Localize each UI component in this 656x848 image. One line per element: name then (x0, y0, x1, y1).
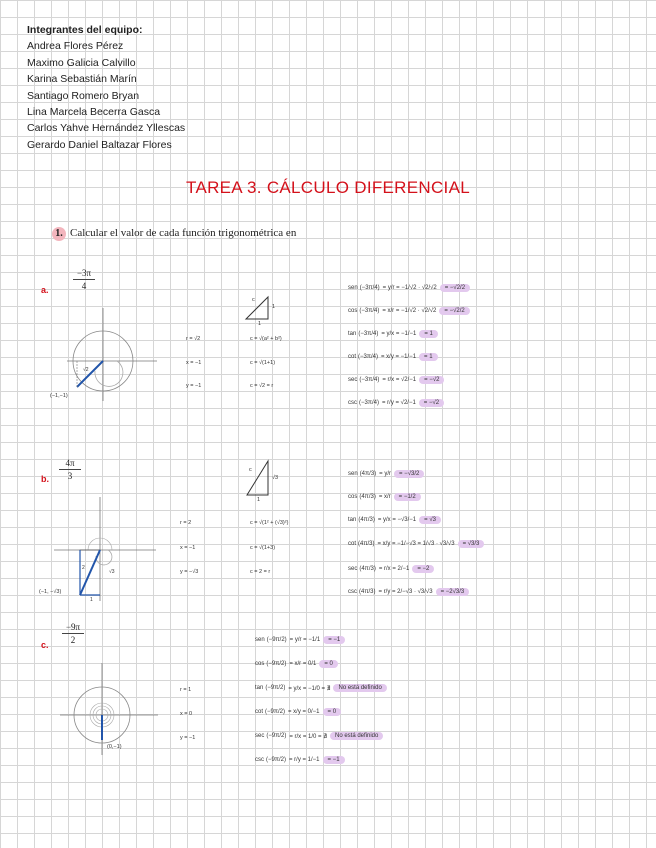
part-a-row: sec (−3π/4) = r/x = √2/−1 = −√2 (348, 373, 444, 387)
part-a-hyp: c (252, 297, 255, 303)
result-badge: = −1 (323, 636, 345, 644)
part-c-row: cot (−9π/2) = x/y = 0/−1 = 0 (255, 705, 341, 719)
result-badge: = 0 (319, 660, 338, 668)
result-badge: = 1 (419, 353, 438, 361)
part-b-label: b. (41, 474, 49, 484)
result-badge: = √3/3 (458, 540, 485, 548)
part-a-row: cos (−3π/4) = x/r = −1/√2 · √2/√2 = −√2/2 (348, 304, 470, 318)
part-c-row: csc (−9π/2) = r/y = 1/−1 = −1 (255, 753, 345, 767)
part-b-row: cot (4π/3) = x/y = −1/−√3 = 1/√3 · √3/√3 = √3/3 (348, 537, 484, 551)
part-b-unit-circle (52, 493, 162, 603)
part-b-relation: c = √(1² + (√3)²) (250, 520, 289, 526)
result-badge: = −√3/2 (394, 470, 424, 478)
part-a-relation: c = √(a² + b²) (250, 336, 282, 342)
team-member: Lina Marcela Becerra Gasca (27, 106, 161, 119)
part-c-angle: −9π 2 (62, 622, 84, 645)
part-a-label: a. (41, 285, 49, 295)
team-member: Andrea Flores Pérez (27, 40, 124, 53)
result-badge: = −√2/2 (439, 307, 469, 315)
part-b-row: cos (4π/3) = x/r = −1/2 (348, 490, 421, 504)
part-a-leg2: 1 (258, 321, 262, 327)
part-a-leg1: 1 (272, 304, 276, 310)
part-b-value: y = −√3 (180, 569, 199, 575)
part-a-row: csc (−3π/4) = r/y = √2/−1 = −√2 (348, 396, 444, 410)
part-a-value: x = −1 (186, 360, 202, 366)
team-title: Integrantes del equipo: (27, 24, 143, 36)
part-c-point: (0,−1) (107, 744, 122, 750)
team-member: Maximo Galicia Calvillo (27, 56, 136, 69)
result-badge: No está definido (330, 732, 383, 740)
result-badge: = −1 (323, 756, 345, 764)
part-a-row: tan (−3π/4) = y/x = −1/−1 = 1 (348, 327, 438, 341)
result-badge: = 0 (323, 708, 342, 716)
part-b-leg1: √3 (272, 475, 279, 481)
svg-text:1: 1 (90, 597, 93, 603)
team-member: Gerardo Daniel Baltazar Flores (27, 138, 172, 151)
result-badge: = −1/2 (394, 493, 421, 501)
part-a-triangle (244, 295, 274, 323)
part-c-row: cos (−9π/2) = x/r = 0/1 = 0 (255, 657, 338, 671)
problem-statement (52, 227, 296, 241)
part-b-leg2: 1 (257, 497, 261, 503)
part-c-value: r = 1 (180, 687, 192, 693)
part-b-angle: 4π 3 (59, 458, 81, 481)
team-member: Santiago Romero Bryan (27, 89, 140, 102)
part-b-row: csc (4π/3) = r/y = 2/−√3 · √3/√3 = −2√3/3 (348, 585, 469, 599)
result-badge: = −2√3/3 (436, 588, 470, 596)
part-c-row: tan (−9π/2) = y/x = −1/0 = ∄ No está definido (255, 681, 387, 695)
part-b-triangle (244, 458, 274, 498)
result-badge: = −√2 (419, 399, 444, 407)
part-b-point: (−1, −√3) (39, 589, 62, 595)
team-list (27, 22, 185, 153)
part-a-relation: c = √(1+1) (250, 360, 276, 366)
part-a-row: cot (−3π/4) = x/y = −1/−1 = 1 (348, 350, 438, 364)
result-badge: = 1 (419, 330, 438, 338)
part-b-relation: c = 2 = r (250, 569, 271, 575)
part-b-row: sec (4π/3) = r/x = 2/−1 = −2 (348, 562, 434, 576)
result-badge: = −√2/2 (440, 284, 470, 292)
part-a-point: (−1,−1) (50, 393, 68, 399)
part-a-unit-circle (65, 303, 165, 403)
team-member: Carlos Yahve Hernández Yllescas (27, 122, 186, 135)
result-badge: = −2 (412, 565, 434, 573)
svg-text:√3: √3 (109, 569, 115, 575)
result-badge: = √3 (419, 516, 441, 524)
part-b-relation: c = √(1+3) (250, 545, 276, 551)
part-a-relation: c = √2 = r (250, 383, 274, 389)
part-c-label: c. (41, 640, 49, 650)
part-b-row: tan (4π/3) = y/x = −√3/−1 = √3 (348, 513, 441, 527)
part-b-value: x = −1 (180, 545, 196, 551)
part-b-value: r = 2 (180, 520, 192, 526)
problem-text: Calcular el valor de cada función trigonométrica en (70, 227, 297, 239)
part-b-row: sen (4π/3) = y/r = −√3/2 (348, 467, 424, 481)
part-c-row: sec (−9π/2) = r/x = 1/0 = ∄ No está definido (255, 729, 383, 743)
part-a-row: sen (−3π/4) = y/r = −1/√2 · √2/√2 = −√2/2 (348, 281, 470, 295)
problem-number: 1. (52, 227, 66, 241)
part-c-row: sen (−9π/2) = y/r = −1/1 = −1 (255, 633, 345, 647)
part-c-value: y = −1 (180, 735, 196, 741)
page-title: TAREA 3. CÁLCULO DIFERENCIAL (186, 178, 470, 197)
team-member: Karina Sebastián Marín (27, 73, 137, 86)
part-b-hyp: c (249, 467, 252, 473)
part-a-value: y = −1 (186, 383, 202, 389)
part-c-value: x = 0 (180, 711, 193, 717)
result-badge: = −√2 (419, 376, 444, 384)
part-a-angle: −3π 4 (73, 268, 95, 291)
svg-text:√2: √2 (83, 367, 89, 373)
svg-text:2: 2 (82, 565, 85, 571)
part-a-value: r = √2 (186, 336, 201, 342)
result-badge: No está definido (333, 684, 386, 692)
